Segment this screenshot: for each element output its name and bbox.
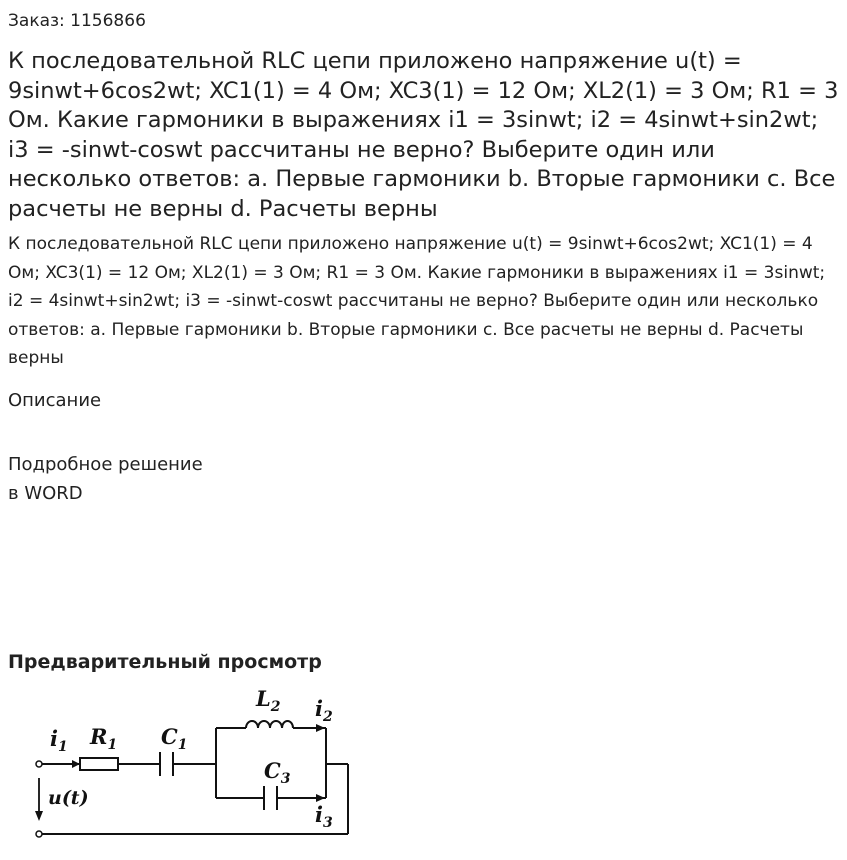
terminal-bottom xyxy=(36,831,42,837)
page-title: К последовательной RLC цепи приложено напряжение u(t) = 9sinwt+6cos2wt; XC1(1) = 4 Ом; XC3(1) = 12 Ом; XL2(1) = 3 Ом; R1 = 3 Ом. Какие гармоники в выражениях i1 = 3sinwt; i2 = 4sinwt+sin2wt; i3 = -sinwt-coswt рассчитаны не верно? Выберите один или несколько ответов: a. Первые гармоники b. Вторые гармоники c. Все расчеты не верны d. Расчеты верны xyxy=(8,48,839,222)
solution-format: в WORD xyxy=(8,483,83,504)
resistor-r1 xyxy=(80,758,118,770)
preview-heading: Предварительный просмотр xyxy=(8,651,322,673)
task-description: К последовательной RLC цепи приложено напряжение u(t) = 9sinwt+6cos2wt; XC1(1) = 4 Ом; XC3(1) = 12 Ом; XL2(1) = 3 Ом; R1 = 3 Ом. Какие гармоники в выражениях i1 = 3sinwt; i2 = 4sinwt+sin2wt; i3 = -sinwt-coswt рассчитаны не верно? Выберите один или несколько ответов: a. Первые гармоники b. Вторые гармоники c. Все расчеты не верны d. Расчеты верны xyxy=(8,234,826,368)
inductor-l2 xyxy=(246,721,293,728)
label-i1: $i_1$ xyxy=(50,726,68,755)
label-r1: $R_1$ xyxy=(90,724,118,753)
description-heading: Описание xyxy=(8,390,102,411)
label-u: u(t) xyxy=(48,787,89,809)
solution-info xyxy=(8,450,203,508)
arrow-i2 xyxy=(316,724,325,732)
label-c1: $C_1$ xyxy=(161,724,188,753)
arrow-u-head xyxy=(35,811,43,821)
terminal-top xyxy=(36,761,42,767)
arrow-i1 xyxy=(72,760,80,768)
circuit-wires xyxy=(41,728,348,834)
label-l2: $L_2$ xyxy=(256,688,281,715)
label-c3: $C_3$ xyxy=(264,758,291,787)
arrow-i3 xyxy=(316,794,325,802)
capacitor-c3 xyxy=(264,786,277,810)
solution-line: Подробное решение xyxy=(8,454,203,475)
label-i2: $i_2$ xyxy=(315,696,333,725)
order-number: Заказ: 1156866 xyxy=(8,11,146,31)
circuit-diagram xyxy=(28,688,358,840)
label-i3: $i_3$ xyxy=(315,802,333,831)
capacitor-c1 xyxy=(160,752,173,776)
